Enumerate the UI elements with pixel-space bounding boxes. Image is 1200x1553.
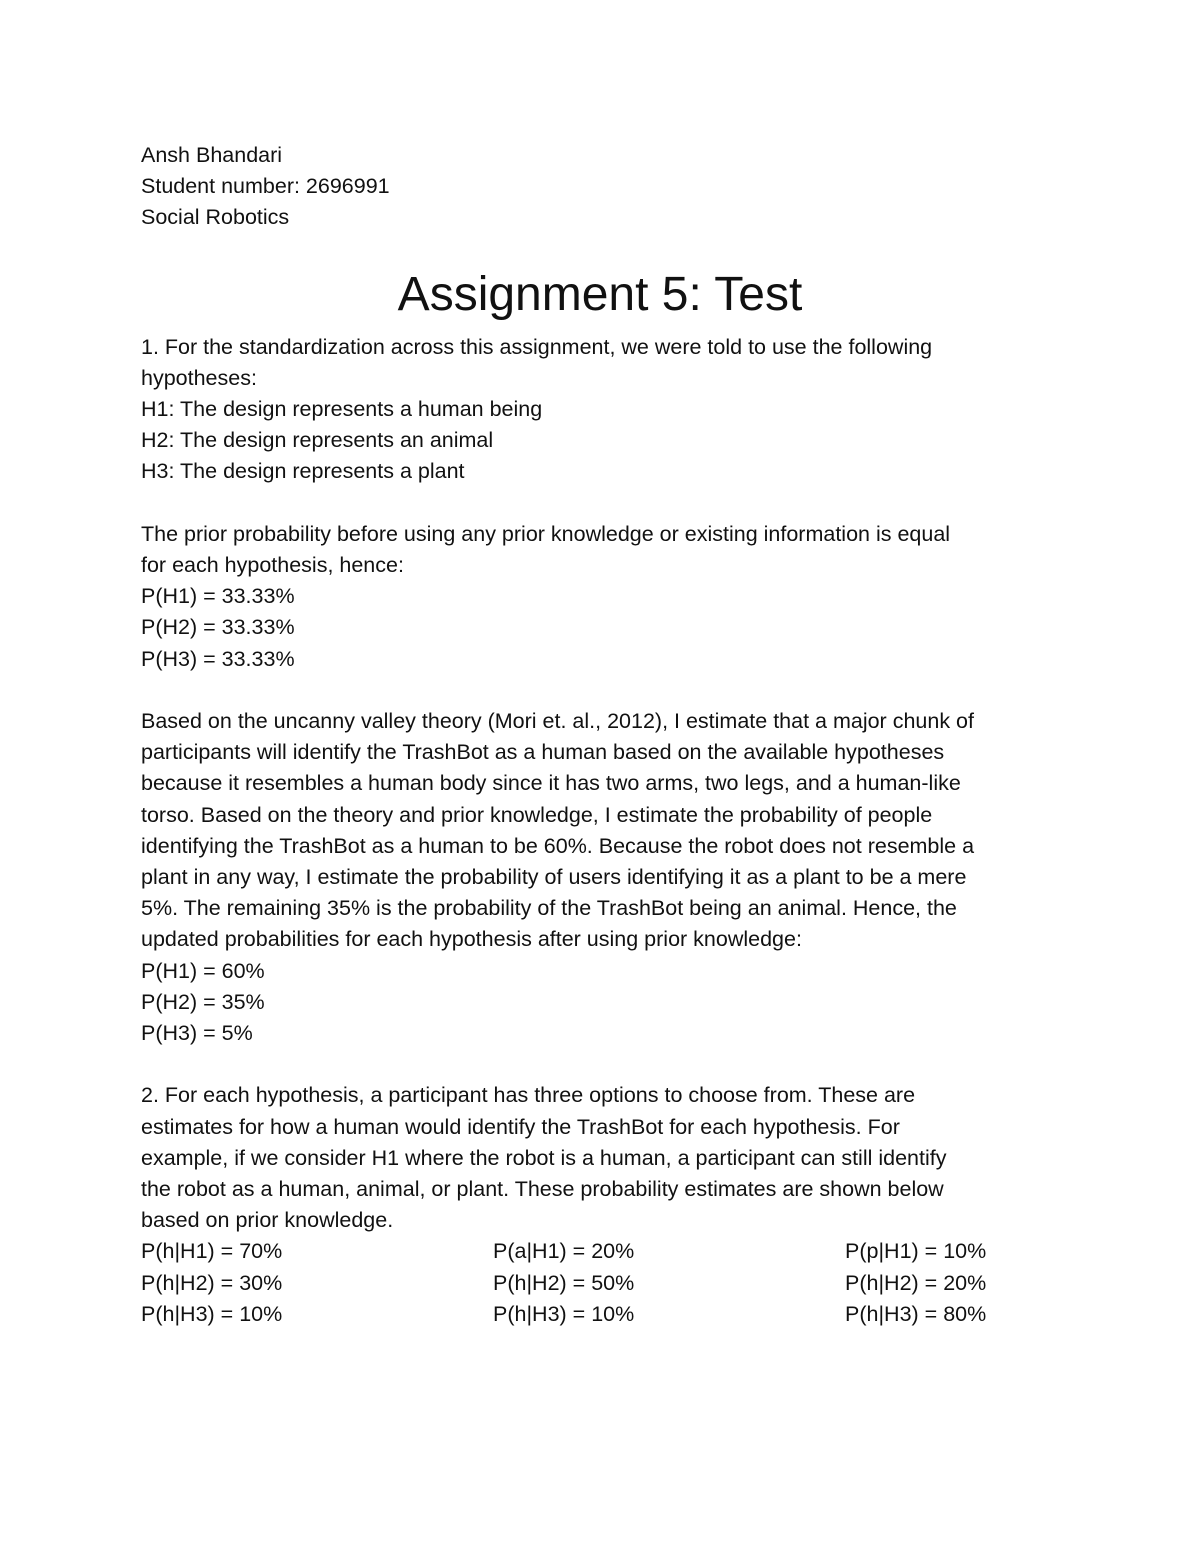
reasoning-paragraph: [141, 706, 1071, 1049]
table-cell: P(h|H1) = 70%: [141, 1239, 283, 1264]
paragraph-line: 1. For the standardization across this assignment, we were told to use the following: [141, 334, 933, 359]
table-row: [141, 1236, 1071, 1267]
table-cell: P(h|H3) = 10%: [493, 1301, 635, 1326]
document-page: [141, 140, 1071, 1330]
paragraph-line: The prior probability before using any prior knowledge or existing information is equal: [141, 521, 951, 546]
paragraph-line: for each hypothesis, hence:: [141, 553, 404, 578]
table-row: [141, 1299, 1071, 1330]
course-name: Social Robotics: [141, 205, 290, 230]
prior-h2: P(H2) = 33.33%: [141, 615, 295, 640]
spacer: [141, 488, 1071, 519]
question-1-intro: [141, 332, 1071, 488]
page-title: Assignment 5: Test: [397, 267, 803, 321]
spacer: [141, 675, 1071, 706]
paragraph-line: torso. Based on the theory and prior knowledge, I estimate the probability of people: [141, 802, 933, 827]
paragraph-line: identifying the TrashBot as a human to be 60%. Because the robot does not resemble a: [141, 833, 975, 858]
updated-h2: P(H2) = 35%: [141, 989, 265, 1014]
paragraph-line: plant in any way, I estimate the probability of users identifying it as a plant to be a mere: [141, 865, 967, 890]
paragraph-line: Based on the uncanny valley theory (Mori et. al., 2012), I estimate that a major chunk of: [141, 709, 974, 734]
paragraph-line: based on prior knowledge.: [141, 1208, 394, 1233]
paragraph-line: because it resembles a human body since it has two arms, two legs, and a human-like: [141, 771, 961, 796]
updated-h3: P(H3) = 5%: [141, 1021, 253, 1046]
hypothesis-h3: H3: The design represents a plant: [141, 459, 465, 484]
author-name: Ansh Bhandari: [141, 143, 283, 167]
prior-probability-paragraph: [141, 519, 1071, 675]
paragraph-line: estimates for how a human would identify the TrashBot for each hypothesis. For: [141, 1114, 900, 1139]
table-cell: P(h|H2) = 20%: [845, 1270, 987, 1295]
likelihood-table: [141, 1236, 1071, 1330]
paragraph-line: 2. For each hypothesis, a participant has three options to choose from. These are: [141, 1083, 916, 1108]
paragraph-line: participants will identify the TrashBot as a human based on the available hypotheses: [141, 740, 945, 765]
student-number: Student number: 2696991: [141, 174, 390, 199]
prior-h3: P(H3) = 33.33%: [141, 646, 295, 671]
table-cell: P(p|H1) = 10%: [845, 1239, 987, 1264]
table-cell: P(a|H1) = 20%: [493, 1239, 635, 1264]
updated-h1: P(H1) = 60%: [141, 958, 265, 983]
paragraph-line: hypotheses:: [141, 365, 257, 390]
paragraph-line: updated probabilities for each hypothesis after using prior knowledge:: [141, 927, 802, 952]
table-cell: P(h|H2) = 30%: [141, 1270, 283, 1295]
hypothesis-h2: H2: The design represents an animal: [141, 428, 494, 453]
table-cell: P(h|H3) = 80%: [845, 1301, 987, 1326]
question-2-paragraph: [141, 1080, 1071, 1236]
prior-h1: P(H1) = 33.33%: [141, 584, 295, 609]
hypothesis-h1: H1: The design represents a human being: [141, 397, 543, 422]
spacer: [141, 1049, 1071, 1080]
paragraph-line: 5%. The remaining 35% is the probability of the TrashBot being an animal. Hence, the: [141, 896, 957, 921]
table-cell: P(h|H3) = 10%: [141, 1301, 283, 1326]
paragraph-line: example, if we consider H1 where the robot is a human, a participant can still identify: [141, 1145, 947, 1170]
table-cell: P(h|H2) = 50%: [493, 1270, 635, 1295]
table-row: [141, 1268, 1071, 1299]
paragraph-line: the robot as a human, animal, or plant. These probability estimates are shown below: [141, 1177, 944, 1202]
